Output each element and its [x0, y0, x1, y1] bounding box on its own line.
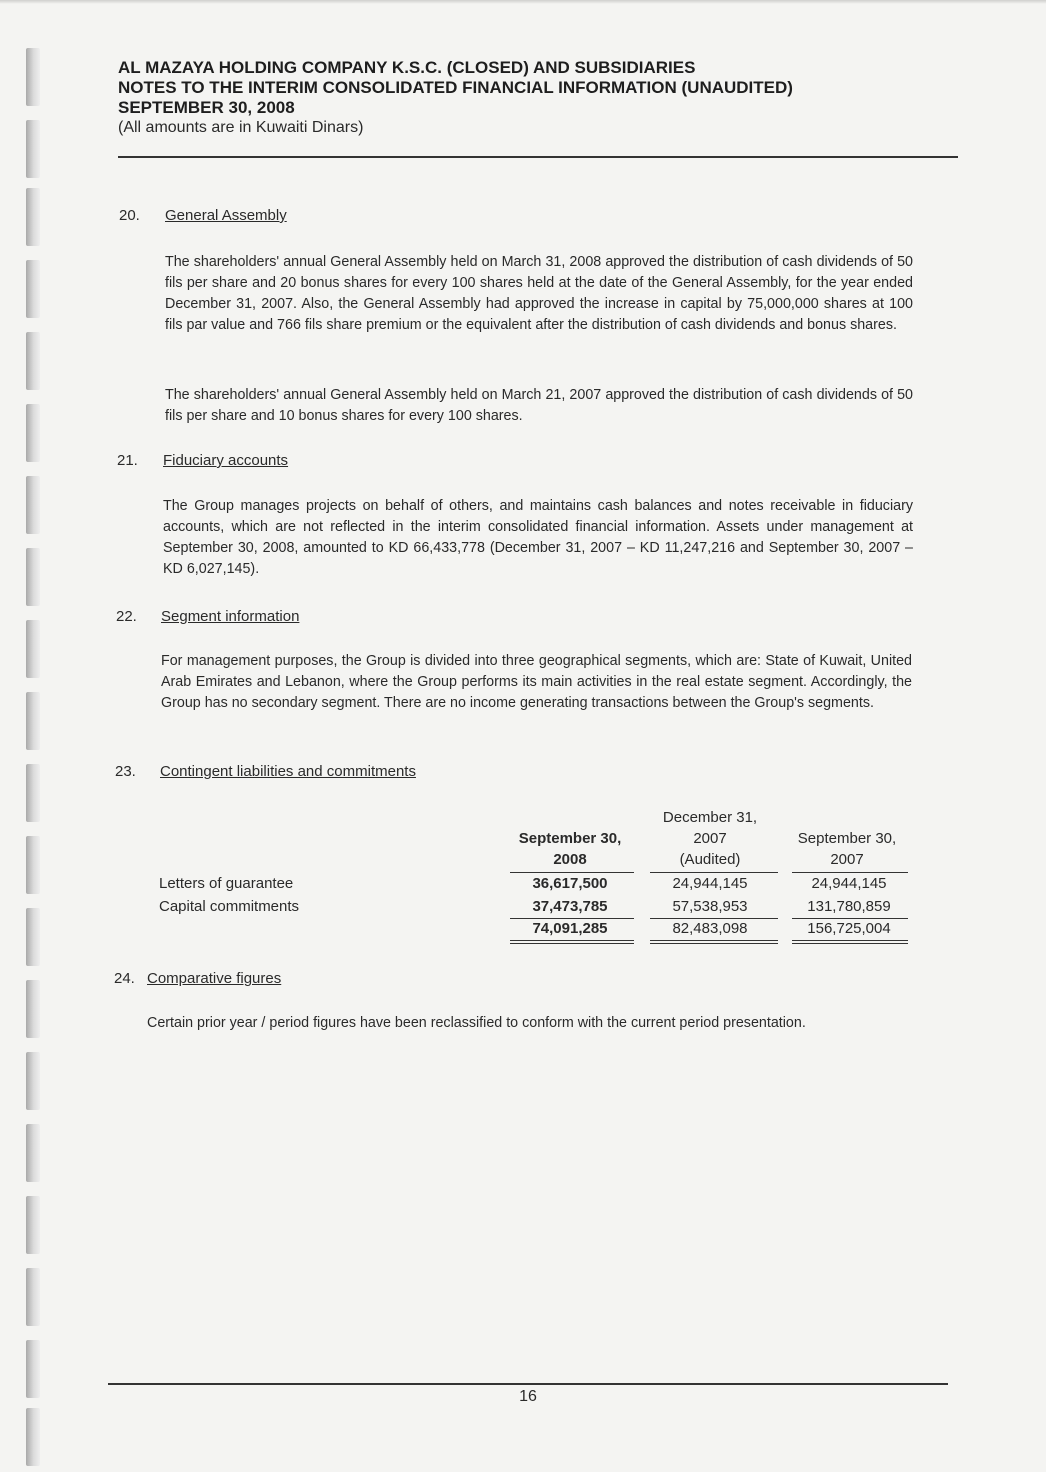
binder-hole — [26, 1196, 40, 1254]
total-double-rule — [510, 940, 634, 941]
table-cell: 36,617,500 — [532, 875, 608, 892]
binder-hole — [26, 836, 40, 894]
total-double-rule — [792, 940, 908, 941]
table-cell: 24,944,145 — [811, 875, 887, 892]
total-cell: 74,091,285 — [532, 920, 608, 937]
document-header — [118, 58, 958, 138]
column-header-dec-2007-line0: December 31, — [662, 809, 758, 826]
binder-hole — [26, 476, 40, 534]
note-number: 21. — [117, 452, 138, 469]
table-cell: 57,538,953 — [672, 898, 748, 915]
binder-hole — [26, 692, 40, 750]
binder-hole — [26, 1052, 40, 1110]
binder-hole — [26, 764, 40, 822]
general-assembly-paragraph-1: The shareholders' annual General Assembly held on March 31, 2008 approved the distribution of cash dividends of 50 fils per share and 20 bonus shares for every 100 shares held at the date of the General Assembly, for the year ended December 31, 2007. Also, the General Assembly had approved the increase in capital by 75,000,000 shares at 100 fils par value and 766 fils share premium or the equivalent after the distribution of cash dividends and bonus shares. — [165, 254, 913, 333]
note-number: 22. — [116, 608, 137, 625]
note-number: 24. — [114, 970, 135, 987]
binder-hole — [26, 1268, 40, 1326]
total-double-rule — [510, 943, 634, 944]
company-name: AL MAZAYA HOLDING COMPANY K.S.C. (CLOSED) AND SUBSIDIARIES — [118, 58, 696, 77]
footer-rule — [108, 1383, 948, 1385]
total-double-rule — [650, 940, 778, 941]
binder-hole — [26, 120, 40, 178]
note-number: 20. — [119, 207, 140, 224]
document-title: NOTES TO THE INTERIM CONSOLIDATED FINANCIAL INFORMATION (UNAUDITED) — [118, 78, 793, 97]
header-underline — [792, 872, 908, 873]
column-header-sep-2007-line1: September 30, — [797, 830, 897, 847]
page-number: 16 — [519, 1388, 537, 1405]
general-assembly-paragraph-2: The shareholders' annual General Assembly held on March 21, 2007 approved the distribution of cash dividends of 50 fils per share and 10 bonus shares for every 100 shares. — [165, 387, 913, 424]
column-header-sep-2008-line2: 2008 — [553, 851, 587, 868]
binder-hole — [26, 1124, 40, 1182]
note-title-general-assembly: General Assembly — [165, 207, 287, 224]
column-header-sep-2008-line1: September 30, — [518, 830, 622, 847]
report-date: SEPTEMBER 30, 2008 — [118, 98, 295, 117]
binder-hole — [26, 332, 40, 390]
segment-information-paragraph: For management purposes, the Group is divided into three geographical segments, which are: State of Kuwait, United Arab Emirates and Lebanon, where the Group performs its main activities in the real estate segment. Accordingly, the Group has no secondary segment. There are no income generating transactions between the Group's segments. — [161, 653, 912, 711]
binder-hole — [26, 260, 40, 318]
column-header-dec-2007-line2: (Audited) — [679, 851, 741, 868]
total-double-rule — [650, 943, 778, 944]
subtotal-rule — [650, 918, 778, 919]
note-number: 23. — [115, 763, 136, 780]
binder-hole — [26, 980, 40, 1038]
header-underline — [510, 872, 634, 873]
subtotal-rule — [792, 918, 908, 919]
table-cell: 37,473,785 — [532, 898, 608, 915]
binder-hole — [26, 620, 40, 678]
binder-hole — [26, 48, 40, 106]
fiduciary-accounts-paragraph: The Group manages projects on behalf of others, and maintains cash balances and notes receivable in fiduciary accounts, which are not reflected in the interim consolidated financial information. Assets under management at September 30, 2008, amounted to KD 66,433,778 (December 31, 2007 – KD 11,247,216 and September 30, 2007 – KD 6,027,145). — [163, 498, 913, 577]
row-label-letters-of-guarantee: Letters of guarantee — [159, 875, 294, 892]
column-header-sep-2007-line2: 2007 — [830, 851, 864, 868]
note-title-contingent-liabilities: Contingent liabilities and commitments — [160, 763, 416, 780]
binder-hole — [26, 404, 40, 462]
binder-hole — [26, 188, 40, 246]
table-cell: 131,780,859 — [807, 898, 891, 915]
page-top-edge — [0, 0, 1046, 4]
header-underline — [650, 872, 778, 873]
column-header-dec-2007-line1: 2007 — [693, 830, 727, 847]
comparative-figures-paragraph: Certain prior year / period figures have been reclassified to conform with the current period presentation. — [147, 1015, 806, 1031]
binder-hole — [26, 1340, 40, 1398]
row-label-capital-commitments: Capital commitments — [159, 898, 300, 915]
binder-holes — [26, 48, 40, 1448]
total-double-rule — [792, 943, 908, 944]
subtotal-rule — [510, 918, 634, 919]
table-cell: 24,944,145 — [672, 875, 748, 892]
binder-hole — [26, 908, 40, 966]
note-title-comparative-figures: Comparative figures — [147, 970, 282, 987]
note-title-fiduciary-accounts: Fiduciary accounts — [163, 452, 289, 469]
binder-hole — [26, 1408, 40, 1466]
currency-note: (All amounts are in Kuwaiti Dinars) — [118, 119, 364, 136]
note-title-segment-information: Segment information — [161, 608, 300, 625]
header-rule — [118, 156, 958, 158]
total-cell: 82,483,098 — [672, 920, 748, 937]
binder-hole — [26, 548, 40, 606]
total-cell: 156,725,004 — [807, 920, 891, 937]
